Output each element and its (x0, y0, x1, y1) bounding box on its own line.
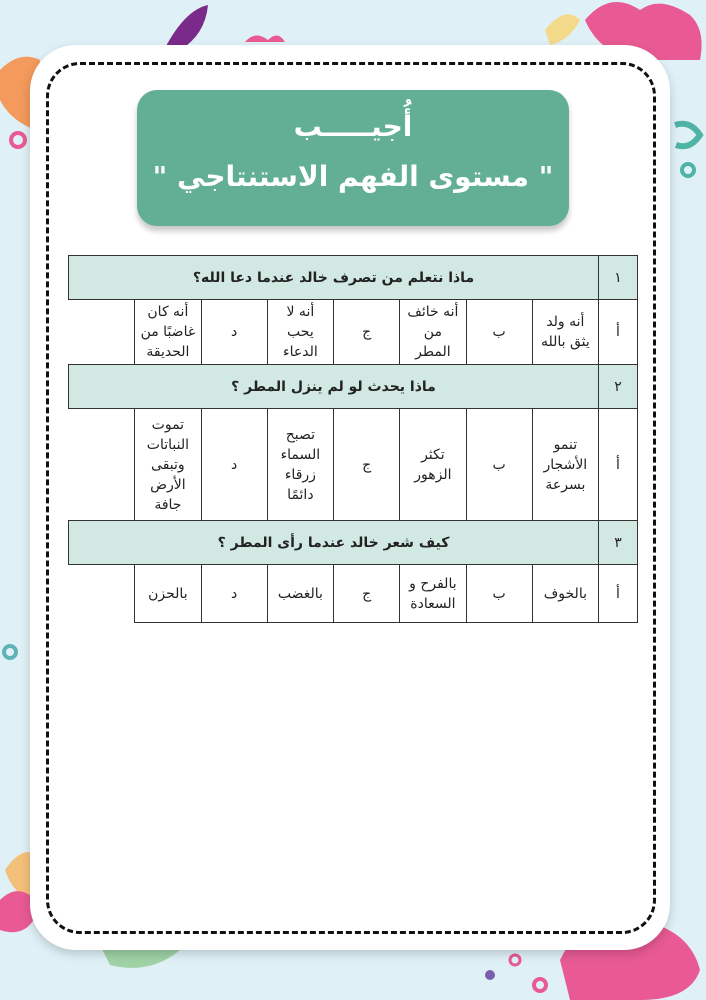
option-text[interactable]: بالخوف (532, 565, 598, 623)
question-text: كيف شعر خالد عندما رأى المطر ؟ (69, 521, 599, 565)
option-text[interactable]: تصبح السماء زرقاء دائمًا (267, 409, 333, 521)
option-text[interactable]: تكثر الزهور (400, 409, 466, 521)
option-letter: ب (466, 565, 532, 623)
yellow-leaf-top (545, 14, 580, 45)
question-row-3 (69, 521, 638, 565)
option-letter: أ (599, 565, 638, 623)
pink-dot-left (11, 133, 25, 147)
option-letter: د (201, 565, 267, 623)
options-row-1 (69, 300, 638, 365)
question-row-1 (69, 256, 638, 300)
title-heading: أُجيـــــب (293, 110, 413, 143)
title-subheading: " مستوى الفهم الاستنتاجي " (152, 160, 554, 193)
option-letter: ج (334, 409, 400, 521)
option-letter: أ (599, 409, 638, 521)
pink-dot-bottom-1 (534, 979, 546, 991)
option-text[interactable]: أنه خائف من المطر (400, 300, 466, 365)
option-text[interactable]: أنه لا يحب الدعاء (267, 300, 333, 365)
pink-dot-bottom-2 (510, 955, 520, 965)
option-text[interactable]: بالحزن (135, 565, 201, 623)
option-letter: ب (466, 409, 532, 521)
question-number: ١ (599, 256, 638, 300)
option-letter: أ (599, 300, 638, 365)
pink-petal-top (245, 35, 285, 42)
option-text[interactable]: بالغضب (267, 565, 333, 623)
option-text[interactable]: أنه ولد يثق بالله (532, 300, 598, 365)
options-row-3 (69, 565, 638, 623)
question-text: ماذا نتعلم من تصرف خالد عندما دعا الله؟ (69, 256, 599, 300)
option-letter: د (201, 409, 267, 521)
question-row-2 (69, 365, 638, 409)
option-letter: ج (334, 565, 400, 623)
teal-dot-right (682, 164, 694, 176)
question-number: ٢ (599, 365, 638, 409)
question-text: ماذا يحدث لو لم ينزل المطر ؟ (69, 365, 599, 409)
option-letter: د (201, 300, 267, 365)
option-letter: ج (334, 300, 400, 365)
teal-squiggle-right (675, 124, 700, 147)
option-text[interactable]: أنه كان غاضبًا من الحديقة (135, 300, 201, 365)
option-text[interactable]: تموت النباتات وتبقى الأرض جافة (135, 409, 201, 521)
question-number: ٣ (599, 521, 638, 565)
option-text[interactable]: تنمو الأشجار بسرعة (532, 409, 598, 521)
options-row-2 (69, 409, 638, 521)
option-text[interactable]: بالفرح و السعادة (400, 565, 466, 623)
option-letter: ب (466, 300, 532, 365)
title-box (137, 90, 569, 226)
teal-dot-left (4, 646, 16, 658)
purple-dot-bottom (485, 970, 495, 980)
questions-table (68, 255, 638, 623)
purple-leaf-top (165, 5, 208, 50)
